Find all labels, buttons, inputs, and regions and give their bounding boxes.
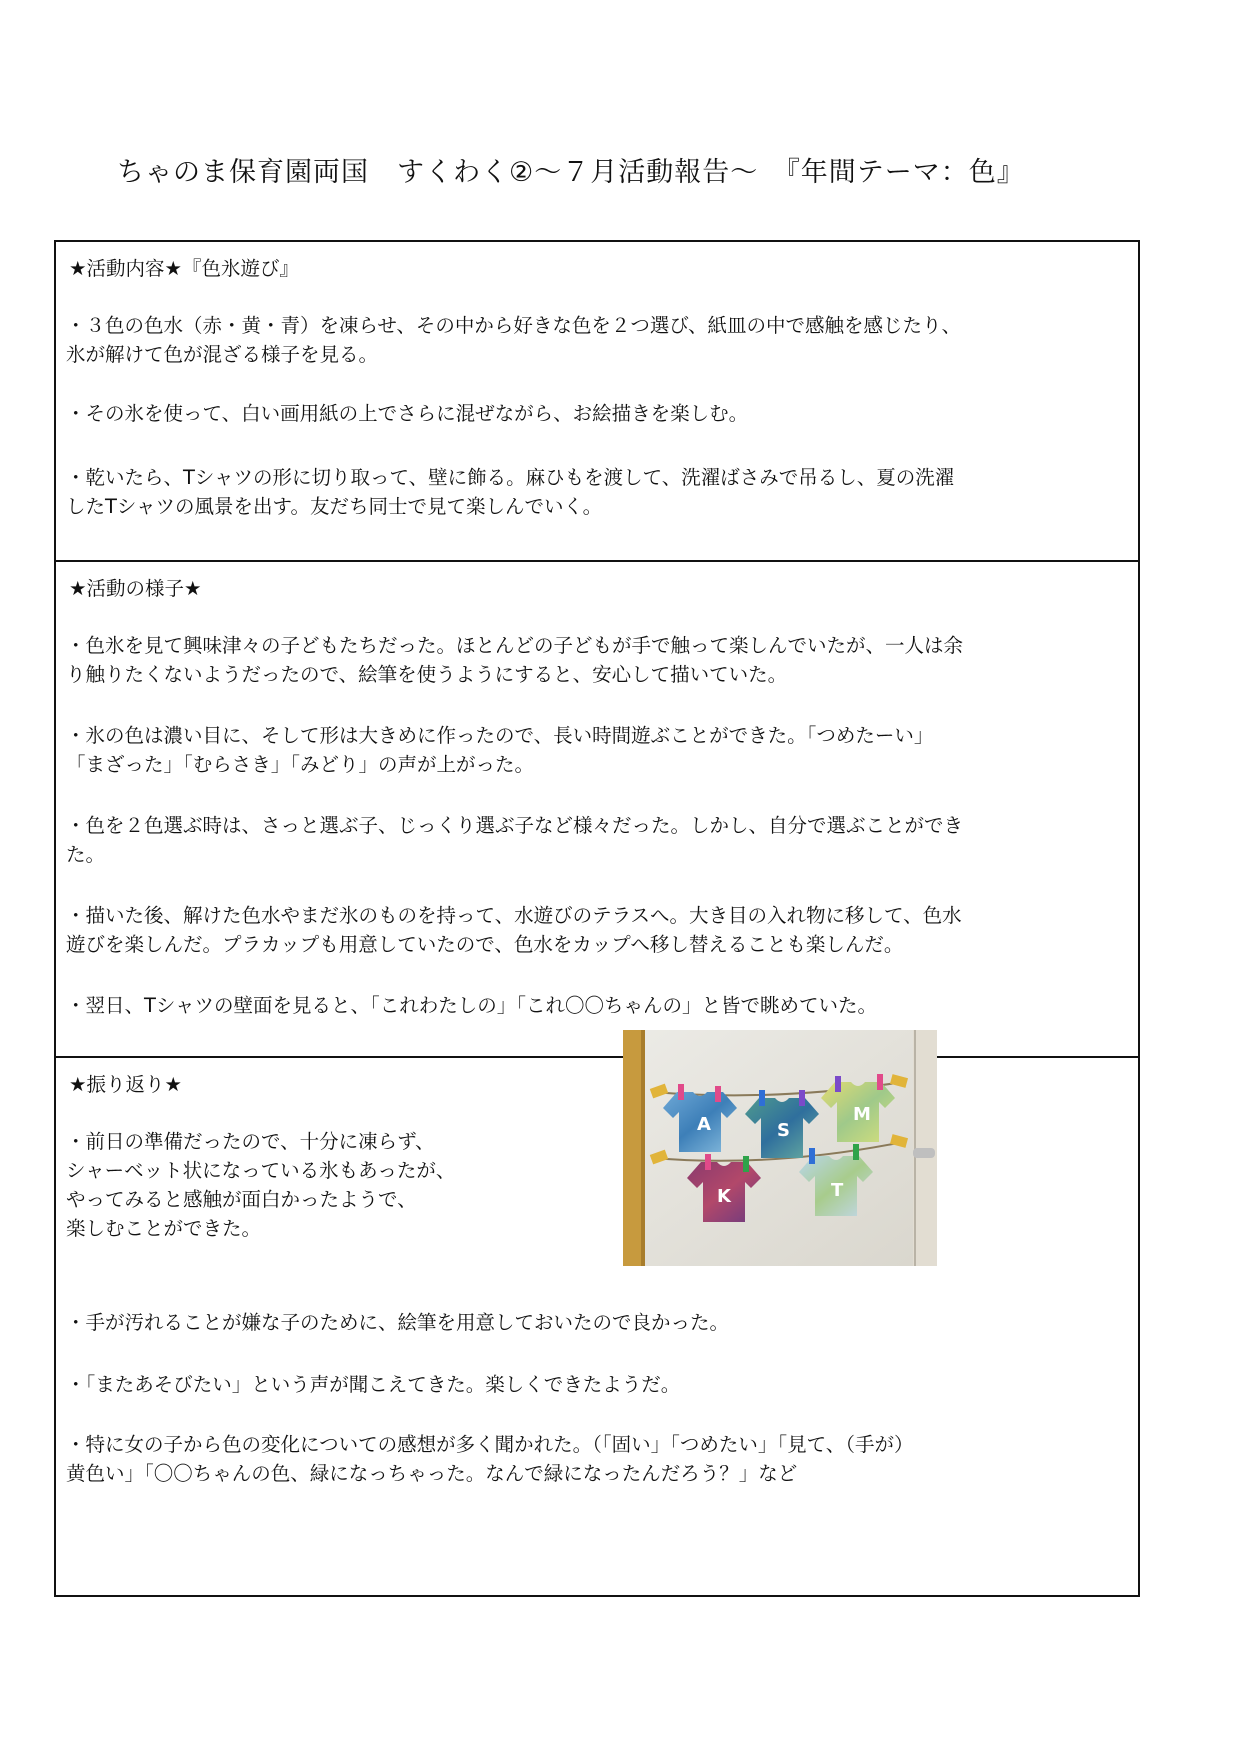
situation-line: 遊びを楽しんだ。プラカップも用意していたので、色水をカップへ移し替えることも楽しんだ。 bbox=[66, 933, 904, 956]
situation-heading: ★活動の様子★ bbox=[69, 577, 202, 600]
report-table bbox=[54, 240, 1140, 1597]
reflection-line: 楽しむことができた。 bbox=[66, 1217, 262, 1240]
situation-line: 「まざった」「むらさき」「みどり」の声が上がった。 bbox=[66, 753, 535, 776]
reflection-line: ・手が汚れることが嫌な子のために、絵筆を用意しておいたので良かった。 bbox=[66, 1311, 730, 1334]
shirt-letter: K bbox=[717, 1186, 731, 1207]
reflection-line: ・前日の準備だったので、十分に凍らず、 bbox=[66, 1130, 435, 1153]
situation-line: ・色を２色選ぶ時は、さっと選ぶ子、じっくり選ぶ子など様々だった。しかし、自分で選ぶことができ bbox=[66, 814, 964, 837]
situation-line: ・描いた後、解けた色水やまだ氷のものを持って、水遊びのテラスへ。大き目の入れ物に移して、色水 bbox=[66, 904, 962, 927]
reflection-line: 黄色い」「〇〇ちゃんの色、緑になっちゃった。なんで緑になったんだろう？」など bbox=[66, 1462, 798, 1485]
content-line: ・乾いたら、Tシャツの形に切り取って、壁に飾る。麻ひもを渡して、洗濯ばさみで吊るし、夏の洗濯 bbox=[66, 466, 955, 489]
content-line: ・その氷を使って、白い画用紙の上でさらに混ぜながら、お絵描きを楽しむ。 bbox=[66, 402, 749, 425]
reflection-line: シャーベット状になっている氷もあったが、 bbox=[66, 1159, 456, 1182]
shirt-letter: M bbox=[853, 1104, 871, 1125]
situation-line: ・翌日、Tシャツの壁面を見ると、「これわたしの」「これ〇〇ちゃんの」と皆で眺めていた。 bbox=[66, 994, 878, 1017]
section-divider bbox=[56, 560, 1138, 562]
activity-photo bbox=[623, 1030, 937, 1266]
reflection-heading: ★振り返り★ bbox=[69, 1073, 182, 1096]
section-divider bbox=[56, 1056, 1138, 1058]
content-line: 氷が解けて色が混ざる様子を見る。 bbox=[66, 343, 379, 366]
reflection-line: ・「またあそびたい」という声が聞こえてきた。楽しくできたようだ。 bbox=[66, 1373, 681, 1396]
situation-line: ・色氷を見て興味津々の子どもたちだった。ほとんどの子どもが手で触って楽しんでいたが、一人は余 bbox=[66, 634, 964, 657]
shirt-letter: T bbox=[831, 1180, 844, 1201]
shirt-letter: S bbox=[777, 1120, 790, 1141]
content-line: したTシャツの風景を出す。友だち同士で見て楽しんでいく。 bbox=[66, 495, 603, 518]
reflection-line: やってみると感触が面白かったようで、 bbox=[66, 1188, 417, 1211]
content-line: ・３色の色水（赤・黄・青）を凍らせ、その中から好きな色を２つ選び、紙皿の中で感触を感じたり、 bbox=[66, 314, 962, 337]
content-heading: ★活動内容★『色氷遊び』 bbox=[69, 257, 299, 280]
situation-line: ・氷の色は濃い目に、そして形は大きめに作ったので、長い時間遊ぶことができた。「つめたーい」 bbox=[66, 724, 934, 747]
situation-line: た。 bbox=[66, 843, 106, 866]
tshirt-wall-image bbox=[623, 1030, 937, 1266]
shirt-letter: A bbox=[697, 1114, 711, 1135]
reflection-line: ・特に女の子から色の変化についての感想が多く聞かれた。（「固い」「つめたい」「見て、（手が） bbox=[66, 1433, 914, 1456]
situation-line: り触りたくないようだったので、絵筆を使うようにすると、安心して描いていた。 bbox=[66, 663, 788, 686]
page-title: ちゃのま保育園両国 すくわく②～７月活動報告～ 『年間テーマ：色』 bbox=[117, 157, 1025, 188]
